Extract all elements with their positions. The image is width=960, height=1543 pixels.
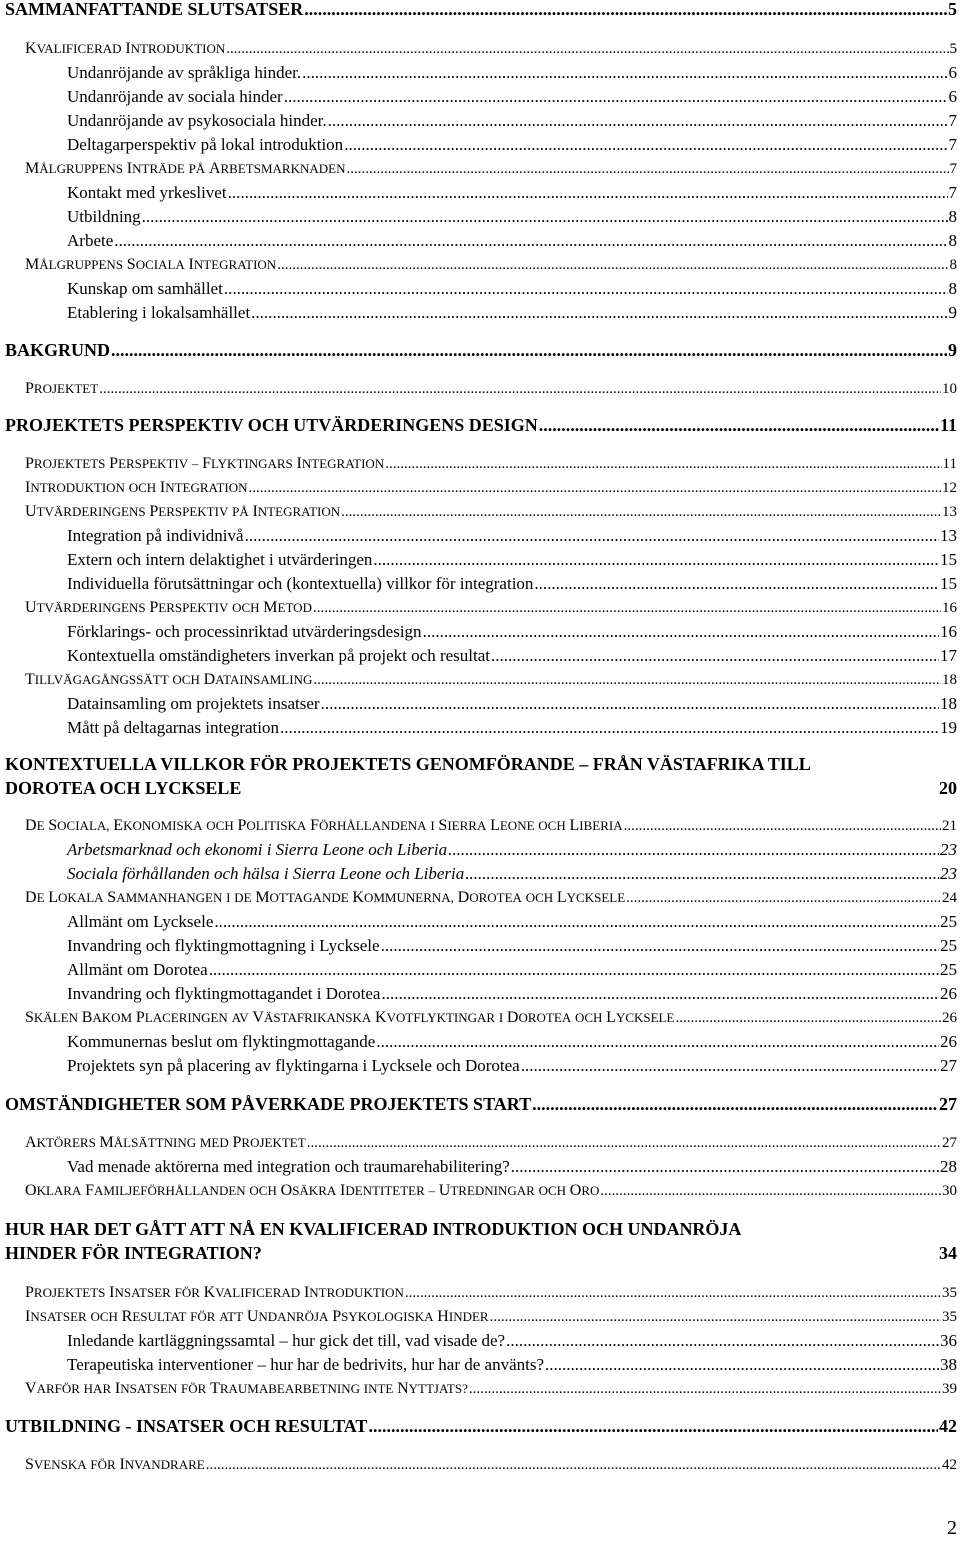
toc-entry-level-1[interactable] — [5, 341, 957, 359]
toc-entry-level-3[interactable] — [5, 865, 957, 882]
toc-page-number: 24 — [942, 890, 957, 906]
dot-leader — [209, 961, 939, 978]
toc-entry-level-2[interactable] — [5, 1285, 957, 1301]
toc-entry-level-3[interactable] — [5, 112, 957, 129]
page-number: 2 — [947, 1517, 957, 1539]
toc-page-number: 42 — [939, 1416, 957, 1436]
toc-entry-level-2[interactable] — [5, 1381, 957, 1397]
toc-entry-label: Allmänt om Lycksele — [67, 912, 214, 931]
toc-entry-level-1[interactable] — [5, 1417, 957, 1435]
dot-leader — [506, 1332, 939, 1349]
toc-entry-level-3[interactable] — [5, 1332, 957, 1349]
toc-entry-level-3[interactable] — [5, 136, 957, 153]
toc-entry-level-3[interactable] — [5, 1158, 957, 1175]
toc-entry-label: Kommunernas beslut om flyktingmottagande — [67, 1032, 376, 1051]
dot-leader — [114, 232, 947, 249]
toc-entry-label: INSATSER OCH RESULTAT FÖR ATT UNDANRÖJA PSYKOLOGISKA HINDER — [25, 1308, 489, 1325]
toc-page-number: 7 — [948, 135, 957, 154]
toc-page-number: 27 — [942, 1135, 957, 1151]
toc-entry-label: Invandring och flyktingmottagandet i Dorotea — [67, 984, 381, 1003]
toc-page-number: 7 — [949, 161, 957, 177]
toc-page-number: 36 — [940, 1331, 957, 1350]
dot-leader — [626, 891, 941, 906]
toc-entry-label: TILLVÄGAGÅNGSSÄTT OCH DATAINSAMLING — [25, 671, 313, 688]
toc-page-number: 21 — [942, 818, 957, 834]
dot-leader — [373, 551, 939, 568]
toc-page-number: 20 — [939, 778, 957, 798]
toc-page-number: 6 — [948, 87, 957, 106]
dot-leader — [346, 162, 948, 177]
toc-page-number: 9 — [948, 340, 957, 360]
toc-entry-label: AKTÖRERS MÅLSÄTTNING MED PROJEKTET — [25, 1134, 306, 1151]
toc-entry-level-3[interactable] — [5, 1057, 957, 1074]
dot-leader — [376, 1033, 939, 1050]
toc-entry-level-3[interactable] — [5, 304, 957, 321]
toc-page-number: 8 — [948, 279, 957, 298]
dot-leader — [545, 1356, 939, 1373]
toc-entry-level-2[interactable] — [5, 1135, 957, 1151]
dot-leader — [214, 913, 939, 930]
toc-page-number: 30 — [942, 1183, 957, 1199]
dot-leader — [381, 937, 939, 954]
dot-leader — [405, 1286, 941, 1301]
dot-leader — [490, 1310, 941, 1325]
toc-page-number: 18 — [942, 672, 957, 688]
toc-entry-level-2[interactable] — [5, 257, 957, 273]
toc-entry-level-2[interactable] — [5, 41, 957, 57]
dot-leader — [321, 695, 939, 712]
toc-entry-label: Deltagarperspektiv på lokal introduktion — [67, 135, 344, 154]
toc-entry-label: Undanröjande av språkliga hinder. — [67, 63, 302, 82]
toc-entry-label: UTVÄRDERINGENS PERSPEKTIV OCH METOD — [25, 599, 312, 616]
toc-entry-level-3[interactable] — [5, 208, 957, 225]
toc-page-number: 25 — [940, 936, 957, 955]
toc-entry-label: Kontakt med yrkeslivet — [67, 183, 227, 202]
toc-page-number: 13 — [942, 504, 957, 520]
toc-entry-level-3[interactable] — [5, 551, 957, 568]
toc-entry-label: KONTEXTUELLA VILLKOR FÖR PROJEKTETS GENOMFÖRANDE – FRÅN VÄSTAFRIKA TILL — [5, 754, 811, 774]
toc-page-number: 7 — [948, 111, 957, 130]
toc-entry-label: Inledande kartläggningssamtal – hur gick det till, vad visade de? — [67, 1331, 506, 1350]
dot-leader — [368, 1417, 938, 1435]
toc-entry-level-1[interactable] — [5, 1095, 957, 1113]
toc-entry-level-1[interactable] — [5, 0, 957, 18]
toc-entry-level-3[interactable] — [5, 575, 957, 592]
dot-leader — [206, 1458, 941, 1473]
dot-leader — [381, 985, 939, 1002]
toc-entry-label: DE SOCIALA, EKONOMISKA OCH POLITISKA FÖRHÅLLANDENA I SIERRA LEONE OCH LIBERIA — [25, 817, 623, 834]
toc-page-number: 25 — [940, 912, 957, 931]
dot-leader — [313, 673, 941, 688]
toc-entry-label: Förklarings- och processinriktad utvärderingsdesign — [67, 622, 422, 641]
toc-page-number: 35 — [942, 1285, 957, 1301]
dot-leader — [99, 382, 941, 397]
toc-entry-label: Mått på deltagarnas integration — [67, 718, 279, 737]
toc-entry-label: HUR HAR DET GÅTT ATT NÅ EN KVALIFICERAD INTRODUKTION OCH UNDANRÖJA — [5, 1219, 742, 1239]
toc-entry-level-2[interactable] — [5, 1309, 957, 1325]
toc-page-number: 25 — [940, 960, 957, 979]
dot-leader — [624, 819, 941, 834]
dot-leader — [251, 304, 947, 321]
toc-entry-level-3[interactable] — [5, 647, 957, 664]
dot-leader — [226, 42, 948, 57]
toc-entry-level-3[interactable] — [5, 280, 957, 297]
dot-leader — [249, 481, 941, 496]
dot-leader — [245, 527, 939, 544]
toc-page-number: 42 — [942, 1457, 957, 1473]
toc-entry-level-2[interactable] — [5, 381, 957, 397]
toc-page-number: 10 — [942, 381, 957, 397]
toc-page-number: 26 — [940, 984, 957, 1003]
toc-page-number: 5 — [948, 0, 957, 19]
toc-entry-label: Vad menade aktörerna med integration och traumarehabilitering? — [67, 1157, 510, 1176]
toc-page-number: 6 — [948, 63, 957, 82]
toc-page-number: 13 — [940, 526, 957, 545]
toc-entry-level-3[interactable] — [5, 1033, 957, 1050]
toc-entry-label: UTVÄRDERINGENS PERSPEKTIV PÅ INTEGRATION — [25, 503, 341, 520]
toc-entry-level-1[interactable] — [5, 1217, 957, 1265]
dot-leader — [313, 601, 941, 616]
toc-entry-level-3[interactable] — [5, 695, 957, 712]
toc-entry-level-2[interactable] — [5, 1183, 957, 1199]
dot-leader — [277, 258, 948, 273]
dot-leader — [111, 341, 947, 359]
toc-page-number: 27 — [939, 1094, 957, 1114]
dot-leader — [469, 1382, 941, 1397]
toc-entry-label: PROJEKTETS PERSPEKTIV OCH UTVÄRDERINGENS DESIGN — [5, 415, 538, 435]
toc-page-number: 23 — [940, 864, 957, 883]
toc-entry-label: Arbetsmarknad och ekonomi i Sierra Leone och Liberia — [67, 840, 448, 859]
toc-entry-level-1[interactable] — [5, 752, 957, 800]
toc-entry-level-1[interactable] — [5, 416, 957, 434]
toc-entry-level-3[interactable] — [5, 719, 957, 736]
toc-entry-level-2[interactable] — [5, 1010, 957, 1026]
toc-entry-level-2[interactable] — [5, 456, 957, 472]
dot-leader — [534, 575, 939, 592]
dot-leader — [241, 776, 939, 800]
toc-entry-level-3[interactable] — [5, 64, 957, 81]
toc-entry-label: SKÄLEN BAKOM PLACERINGEN AV VÄSTAFRIKANSKA KVOTFLYKTINGAR I DOROTEA OCH LYCKSELE — [25, 1009, 675, 1026]
toc-page-number: 12 — [942, 480, 957, 496]
toc-entry-level-3[interactable] — [5, 232, 957, 249]
dot-leader — [341, 505, 941, 520]
toc-entry-level-3[interactable] — [5, 184, 957, 201]
toc-entry-label: Datainsamling om projektets insatser — [67, 694, 320, 713]
toc-page-number: 34 — [939, 1243, 957, 1263]
dot-leader — [302, 64, 947, 81]
toc-entry-level-2[interactable] — [5, 672, 957, 688]
toc-entry-level-3[interactable] — [5, 841, 957, 858]
toc-entry-label: VARFÖR HAR INSATSEN FÖR TRAUMABEARBETNING INTE NYTTJATS? — [25, 1380, 468, 1397]
toc-entry-label-continued: DOROTEA OCH LYCKSELE — [5, 778, 242, 798]
toc-entry-level-3[interactable] — [5, 913, 957, 930]
toc-entry-label: Invandring och flyktingmottagning i Lycksele — [67, 936, 380, 955]
toc-entry-label: Allmänt om Dorotea — [67, 960, 208, 979]
toc-entry-label-continued: HINDER FÖR INTEGRATION? — [5, 1243, 262, 1263]
dot-leader — [675, 1011, 941, 1026]
toc-page-number: 8 — [948, 231, 957, 250]
toc-entry-level-3[interactable] — [5, 1356, 957, 1373]
toc-entry-label: MÅLGRUPPENS INTRÄDE PÅ ARBETSMARKNADEN — [25, 160, 346, 177]
toc-entry-label: DE LOKALA SAMMANHANGEN I DE MOTTAGANDE KOMMUNERNA, DOROTEA OCH LYCKSELE — [25, 889, 626, 906]
toc-page-number: 18 — [940, 694, 957, 713]
dot-leader — [532, 1095, 938, 1113]
toc-page-number: 11 — [942, 456, 957, 472]
toc-entry-level-3[interactable] — [5, 623, 957, 640]
toc-page-number: 38 — [940, 1355, 957, 1374]
dot-leader — [448, 841, 939, 858]
toc-page-number: 5 — [949, 41, 957, 57]
toc-entry-label: BAKGRUND — [5, 340, 111, 360]
dot-leader — [600, 1184, 941, 1199]
toc-page-number: 15 — [940, 574, 957, 593]
dot-leader — [328, 112, 948, 129]
toc-entry-level-3[interactable] — [5, 961, 957, 978]
toc-entry-level-2[interactable] — [5, 504, 957, 520]
toc-entry-label: Kontextuella omständigheters inverkan på projekt och resultat — [67, 646, 490, 665]
toc-entry-label: MÅLGRUPPENS SOCIALA INTEGRATION — [25, 256, 277, 273]
toc-entry-label: Arbete — [67, 231, 114, 250]
dot-leader — [307, 1136, 941, 1151]
toc-entry-level-2[interactable] — [5, 600, 957, 616]
toc-entry-label: Extern och intern delaktighet i utvärderingen — [67, 550, 373, 569]
dot-leader — [423, 623, 939, 640]
toc-entry-level-3[interactable] — [5, 88, 957, 105]
toc-page-number: 8 — [948, 207, 957, 226]
toc-entry-label: Individuella förutsättningar och (kontextuella) villkor för integration — [67, 574, 534, 593]
toc-page-number: 16 — [940, 622, 957, 641]
toc-page-number: 7 — [948, 183, 957, 202]
dot-leader — [142, 208, 948, 225]
toc-entry-level-2[interactable] — [5, 818, 957, 834]
toc-page-number: 8 — [949, 257, 957, 273]
toc-entry-label: Undanröjande av psykosociala hinder. — [67, 111, 327, 130]
toc-page-number: 19 — [940, 718, 957, 737]
toc-entry-level-2[interactable] — [5, 1457, 957, 1473]
toc-entry-level-2[interactable] — [5, 480, 957, 496]
toc-entry-label: Utbildning — [67, 207, 141, 226]
toc-page-number: 23 — [940, 840, 957, 859]
toc-entry-level-3[interactable] — [5, 937, 957, 954]
dot-leader — [224, 280, 948, 297]
dot-leader — [539, 416, 939, 434]
toc-entry-label: Terapeutiska interventioner – hur har de bedrivits, hur har de använts? — [67, 1355, 544, 1374]
toc-page-number: 9 — [948, 303, 957, 322]
toc-page-number: 27 — [940, 1056, 957, 1075]
toc-page-number: 26 — [940, 1032, 957, 1051]
toc-entry-label: INTRODUKTION OCH INTEGRATION — [25, 479, 248, 496]
dot-leader — [228, 184, 948, 201]
toc-entry-label: KVALIFICERAD INTRODUKTION — [25, 40, 226, 57]
toc-entry-label: OMSTÄNDIGHETER SOM PÅVERKADE PROJEKTETS START — [5, 1094, 532, 1114]
toc-page-number: 17 — [940, 646, 957, 665]
toc-entry-label: Integration på individnivå — [67, 526, 244, 545]
toc-entry-label: PROJEKTETS INSATSER FÖR KVALIFICERAD INTRODUKTION — [25, 1284, 404, 1301]
dot-leader — [491, 647, 939, 664]
dot-leader — [465, 865, 939, 882]
dot-leader — [385, 457, 941, 472]
toc-page-number: 11 — [939, 415, 957, 435]
toc-entry-label: PROJEKTETS PERSPEKTIV – FLYKTINGARS INTEGRATION — [25, 455, 385, 472]
toc-entry-label: UTBILDNING - INSATSER OCH RESULTAT — [5, 1416, 368, 1436]
toc-page-number: 26 — [942, 1010, 957, 1026]
toc-entry-level-2[interactable] — [5, 890, 957, 906]
toc-entry-label: SVENSKA FÖR INVANDRARE — [25, 1456, 205, 1473]
dot-leader — [280, 719, 939, 736]
dot-leader — [262, 1241, 939, 1265]
dot-leader — [344, 136, 947, 153]
toc-page-number: 39 — [942, 1381, 957, 1397]
toc-entry-label: Etablering i lokalsamhället — [67, 303, 251, 322]
toc-entry-label: Sociala förhållanden och hälsa i Sierra Leone och Liberia — [67, 864, 465, 883]
toc-page-number: 16 — [942, 600, 957, 616]
toc-entry-level-2[interactable] — [5, 161, 957, 177]
dot-leader — [284, 88, 948, 105]
toc-entry-label: Projektets syn på placering av flyktingarna i Lycksele och Dorotea — [67, 1056, 520, 1075]
toc-entry-label: PROJEKTET — [25, 380, 99, 397]
toc-entry-label: SAMMANFATTANDE SLUTSATSER — [5, 0, 304, 19]
toc-page-number: 28 — [940, 1157, 957, 1176]
toc-entry-level-3[interactable] — [5, 527, 957, 544]
dot-leader — [511, 1158, 939, 1175]
dot-leader — [521, 1057, 939, 1074]
toc-entry-label: Undanröjande av sociala hinder — [67, 87, 283, 106]
toc-entry-label: OKLARA FAMILJEFÖRHÅLLANDEN OCH OSÄKRA IDENTITETER – UTREDNINGAR OCH ORO — [25, 1182, 600, 1199]
toc-entry-label: Kunskap om samhället — [67, 279, 223, 298]
toc-page-number: 35 — [942, 1309, 957, 1325]
toc-entry-level-3[interactable] — [5, 985, 957, 1002]
toc-page-number: 15 — [940, 550, 957, 569]
dot-leader — [304, 0, 947, 18]
